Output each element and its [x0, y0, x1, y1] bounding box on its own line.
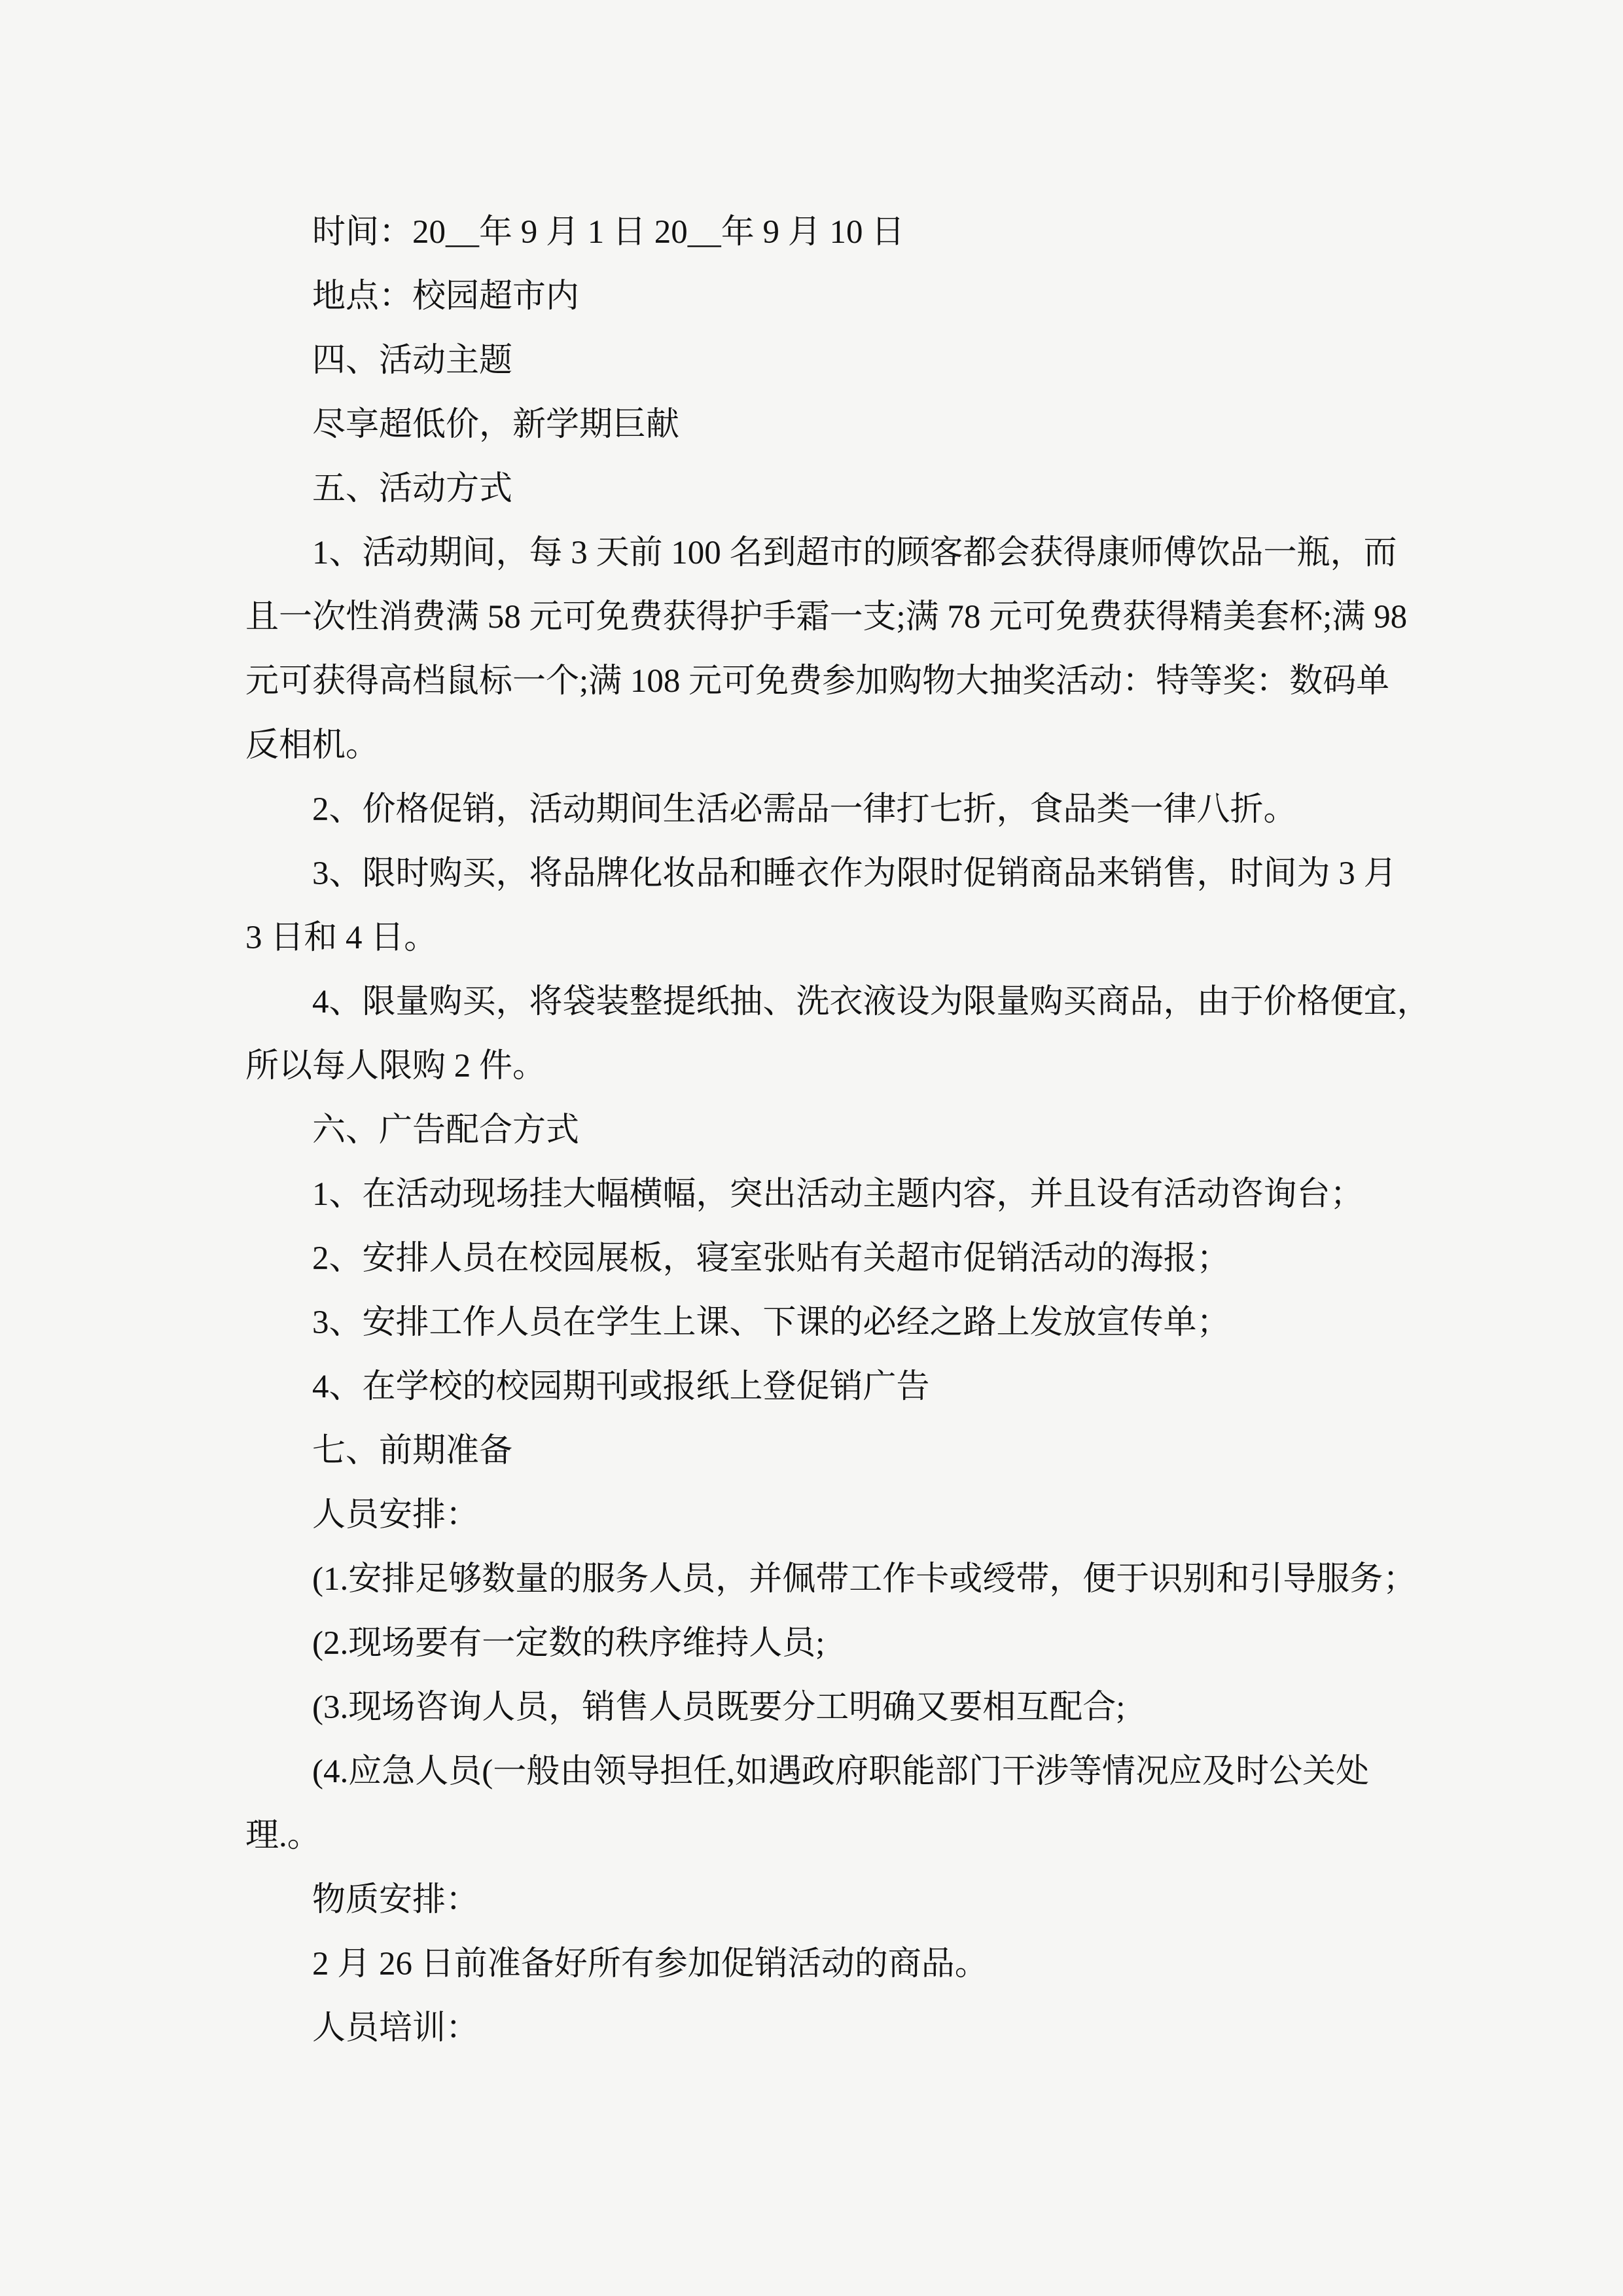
- text-line-4: 尽享超低价，新学期巨献: [312, 406, 680, 443]
- text-line-6: 1、活动期间，每 3 天前 100 名到超市的顾客都会获得康师傅饮品一瓶，而: [312, 535, 1397, 571]
- text-line-2: 地点：校园超市内: [312, 278, 580, 315]
- text-line-8: 元可获得高档鼠标一个;满 108 元可免费参加购物大抽奖活动：特等奖：数码单: [245, 663, 1390, 700]
- text-line-23: (2.现场要有一定数的秩序维持人员;: [312, 1625, 825, 1662]
- text-line-12: 3 日和 4 日。: [245, 920, 438, 956]
- text-line-21: 人员安排：: [312, 1497, 480, 1534]
- text-line-18: 3、安排工作人员在学生上课、下课的必经之路上发放宣传单；: [312, 1304, 1230, 1341]
- text-line-16: 1、在活动现场挂大幅横幅，突出活动主题内容，并且设有活动咨询台；: [312, 1176, 1364, 1213]
- document-body: [245, 200, 1431, 2060]
- text-line-9: 反相机。: [245, 727, 380, 764]
- text-line-20: 七、前期准备: [312, 1433, 513, 1469]
- text-line-19: 4、在学校的校园期刊或报纸上登促销广告: [312, 1369, 930, 1405]
- text-line-13: 4、限量购买，将袋装整提纸抽、洗衣液设为限量购买商品，由于价格便宜，: [312, 984, 1431, 1020]
- text-line-17: 2、安排人员在校园展板，寝室张贴有关超市促销活动的海报；: [312, 1240, 1230, 1277]
- text-line-22: (1.安排足够数量的服务人员，并佩带工作卡或绶带，便于识别和引导服务；: [312, 1561, 1417, 1598]
- text-line-25: (4.应急人员(一般由领导担任,如遇政府职能部门干涉等情况应及时公关处: [312, 1753, 1369, 1790]
- text-line-28: 2 月 26 日前准备好所有参加促销活动的商品。: [312, 1946, 988, 1982]
- text-line-14: 所以每人限购 2 件。: [245, 1048, 546, 1085]
- text-line-15: 六、广告配合方式: [312, 1112, 580, 1149]
- text-line-24: (3.现场咨询人员，销售人员既要分工明确又要相互配合;: [312, 1689, 1126, 1726]
- text-line-1: 时间：20__年 9 月 1 日 20__年 9 月 10 日: [312, 214, 905, 251]
- text-line-11: 3、限时购买，将品牌化妆品和睡衣作为限时促销商品来销售，时间为 3 月: [312, 855, 1397, 892]
- text-line-26: 理.。: [245, 1818, 321, 1854]
- text-line-27: 物质安排：: [312, 1882, 480, 1918]
- text-line-5: 五、活动方式: [312, 471, 513, 507]
- text-line-29: 人员培训：: [312, 2010, 480, 2047]
- text-line-10: 2、价格促销，活动期间生活必需品一律打七折，食品类一律八折。: [312, 791, 1297, 828]
- text-line-7: 且一次性消费满 58 元可免费获得护手霜一支;满 78 元可免费获得精美套杯;满 98: [245, 599, 1408, 636]
- text-line-3: 四、活动主题: [312, 342, 513, 379]
